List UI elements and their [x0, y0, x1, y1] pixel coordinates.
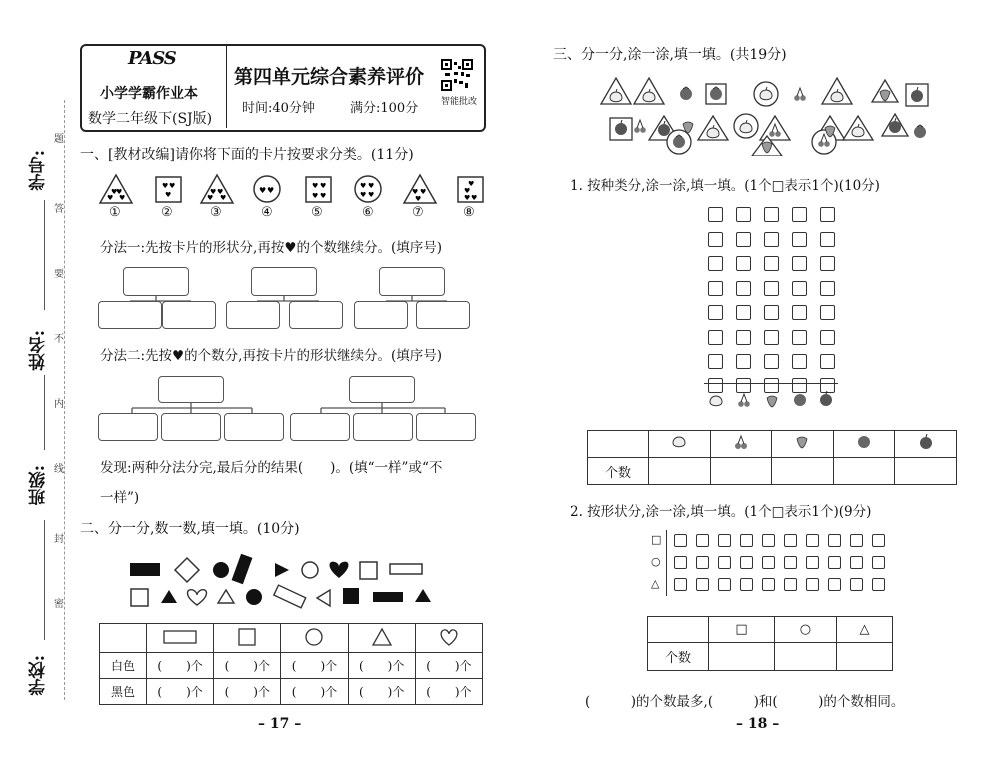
coloring-square[interactable]	[708, 354, 723, 369]
coloring-square[interactable]	[696, 556, 709, 569]
svg-text:♥: ♥	[169, 182, 176, 190]
answer-cell[interactable]: ( )个	[348, 679, 415, 705]
student-id-line[interactable]	[44, 200, 45, 310]
method-1-top-box[interactable]	[379, 267, 445, 296]
coloring-square[interactable]	[820, 354, 835, 369]
black-rectangle	[373, 592, 403, 602]
school-label: 学校:	[29, 655, 49, 696]
method-2-answer-box[interactable]	[416, 413, 476, 441]
col-square: □	[709, 617, 775, 643]
finding-text: 发现:两种分法分完,最后分的结果( )。(填“一样”或“不	[100, 460, 443, 476]
col-triangle	[348, 624, 415, 653]
answer-cell[interactable]: ( )个	[415, 679, 482, 705]
white-rectangle	[390, 564, 422, 574]
triangle-icon	[373, 629, 391, 645]
svg-text:♥: ♥	[312, 182, 319, 190]
square-icon	[239, 629, 255, 645]
method-2-answer-box[interactable]	[98, 413, 158, 441]
answer-cell[interactable]	[772, 458, 834, 485]
white-square	[360, 562, 377, 579]
coloring-square[interactable]	[792, 354, 807, 369]
coloring-square[interactable]	[806, 534, 819, 547]
card-8-square-icon	[458, 177, 483, 202]
white-circle	[302, 562, 318, 578]
coloring-square[interactable]	[718, 578, 731, 591]
col-tomato	[833, 431, 895, 458]
svg-text:♥: ♥	[320, 182, 327, 190]
coloring-square[interactable]	[764, 256, 779, 271]
card-label: ③	[210, 205, 222, 220]
card-7-triangle-icon	[404, 175, 436, 203]
svg-text:♥: ♥	[217, 188, 224, 196]
black-square	[343, 588, 359, 604]
heart-icon	[441, 629, 457, 644]
coloring-square[interactable]	[736, 281, 751, 296]
table-corner	[648, 617, 709, 643]
shape-count-table	[647, 616, 893, 671]
method-1-top-box[interactable]	[123, 267, 189, 296]
peach-icon	[673, 437, 685, 447]
coloring-square[interactable]	[718, 534, 731, 547]
method-1-top-box[interactable]	[251, 267, 317, 296]
series-name: 小学学霸作业本	[100, 86, 198, 102]
col-circle	[281, 624, 348, 653]
section-1-tag: [教材改编]	[108, 147, 175, 163]
shape-grid-label: ○	[651, 555, 661, 568]
method-1-answer-box[interactable]	[162, 301, 216, 329]
card-label: ②	[161, 205, 173, 220]
svg-text:♥: ♥	[420, 188, 427, 196]
svg-text:♥: ♥	[464, 194, 471, 202]
method-1-answer-box[interactable]	[416, 301, 470, 329]
svg-text:♥: ♥	[207, 194, 214, 202]
answer-cell[interactable]	[836, 643, 892, 671]
coloring-square[interactable]	[674, 578, 687, 591]
method-2-top-box[interactable]	[349, 376, 415, 403]
coloring-square[interactable]	[820, 305, 835, 320]
col-circle: ○	[775, 617, 837, 643]
card-1-triangle-icon	[100, 175, 132, 203]
coloring-square[interactable]	[850, 534, 863, 547]
card-label: ⑧	[463, 205, 475, 220]
black-circle	[246, 589, 262, 605]
answer-cell[interactable]	[775, 643, 837, 671]
coloring-square[interactable]	[872, 556, 885, 569]
black-rectangle	[130, 563, 160, 576]
method-1-answer-box[interactable]	[98, 301, 162, 329]
coloring-square[interactable]	[764, 207, 779, 222]
coloring-square[interactable]	[784, 556, 797, 569]
method-2-text: 分法二:先按♥的个数分,再按卡片的形状继续分。(填序号)	[100, 348, 442, 364]
coloring-square[interactable]	[708, 330, 723, 345]
coloring-square[interactable]	[708, 305, 723, 320]
svg-text:♥: ♥	[119, 194, 126, 202]
svg-text:♥: ♥	[468, 180, 475, 188]
table-corner	[588, 431, 649, 458]
card-label: ④	[261, 205, 273, 220]
svg-text:♥: ♥	[111, 188, 118, 196]
answer-cell[interactable]: ( )个	[214, 653, 281, 679]
section-2-table	[99, 623, 483, 705]
answer-cell[interactable]	[649, 458, 711, 485]
header-divider	[226, 46, 227, 128]
coloring-square[interactable]	[792, 281, 807, 296]
svg-text:♥: ♥	[412, 188, 419, 196]
coloring-square[interactable]	[792, 207, 807, 222]
section-2-title: 二、分一分,数一数,填一填。(10分)	[80, 521, 300, 537]
seal-char: 答	[54, 204, 64, 215]
card-3-triangle-icon	[201, 175, 233, 203]
svg-text:♥: ♥	[368, 182, 375, 190]
apple-icon	[820, 391, 832, 406]
coloring-square[interactable]	[820, 281, 835, 296]
coloring-square[interactable]	[792, 232, 807, 247]
seal-char: 要	[54, 269, 64, 280]
shapes-cluster	[125, 545, 445, 615]
coloring-square[interactable]	[718, 556, 731, 569]
answer-cell[interactable]: ( )个	[281, 679, 348, 705]
coloring-square[interactable]	[736, 305, 751, 320]
col-square	[214, 624, 281, 653]
coloring-square[interactable]	[764, 281, 779, 296]
coloring-square[interactable]	[828, 556, 841, 569]
card-5-square-icon	[306, 177, 331, 202]
book-name: 数学二年级下(SJ版)	[88, 111, 213, 127]
method-2-top-box[interactable]	[158, 376, 224, 403]
seal-char: 不	[54, 334, 64, 345]
section-3-title: 三、分一分,涂一涂,填一填。(共19分)	[553, 47, 787, 63]
method-2-answer-box[interactable]	[353, 413, 413, 441]
coloring-square[interactable]	[674, 534, 687, 547]
coloring-square[interactable]	[736, 256, 751, 271]
coloring-square[interactable]	[762, 556, 775, 569]
section-1-number: 一、	[80, 147, 108, 163]
answer-cell[interactable]	[895, 458, 957, 485]
col-apple	[895, 431, 957, 458]
white-triangle	[317, 590, 330, 606]
seal-char: 封	[54, 534, 64, 545]
coloring-square[interactable]	[708, 207, 723, 222]
method-1-answer-box[interactable]	[226, 301, 280, 329]
seal-char: 内	[54, 399, 64, 410]
fruit-grid-baseline	[704, 383, 838, 384]
answer-cell[interactable]: ( )个	[147, 679, 214, 705]
svg-text:♥: ♥	[210, 188, 217, 196]
class-label: 班级:	[29, 465, 49, 506]
col-triangle: △	[836, 617, 892, 643]
card-4-circle-icon	[254, 176, 280, 202]
class-line[interactable]	[44, 520, 45, 640]
seal-char: 密	[54, 599, 64, 610]
method-2-answer-box[interactable]	[224, 413, 284, 441]
white-diamond	[175, 558, 199, 582]
name-label: 姓名:	[29, 330, 49, 371]
qr-caption: 智能批改	[441, 97, 478, 107]
col-rectangle	[147, 624, 214, 653]
card-label: ⑦	[412, 205, 424, 220]
page-title: 第四单元综合素养评价	[234, 66, 425, 88]
section-1-title	[80, 144, 414, 164]
coloring-square[interactable]	[764, 232, 779, 247]
coloring-square[interactable]	[784, 578, 797, 591]
svg-text:♥: ♥	[165, 191, 172, 199]
fruit-cluster	[600, 74, 935, 156]
shape-grid-label: △	[651, 577, 660, 590]
coloring-square[interactable]	[740, 556, 753, 569]
seal-char: 题	[54, 134, 64, 145]
tomato-icon	[794, 394, 806, 406]
coloring-square[interactable]	[806, 578, 819, 591]
coloring-square[interactable]	[792, 256, 807, 271]
coloring-square[interactable]	[708, 256, 723, 271]
coloring-square[interactable]	[872, 578, 885, 591]
seal-char: 线	[54, 464, 64, 475]
card-label: ⑥	[362, 205, 374, 220]
black-triangle	[161, 590, 177, 603]
card-6-circle-icon	[355, 176, 381, 202]
qr-code-icon[interactable]	[441, 59, 473, 91]
coloring-square[interactable]	[736, 330, 751, 345]
coloring-square[interactable]	[764, 305, 779, 320]
seal-dashed-line	[64, 100, 65, 700]
rectangle-icon	[164, 631, 196, 643]
svg-text:♥: ♥	[312, 192, 319, 200]
answer-cell[interactable]	[710, 458, 772, 485]
time-limit: 时间:40分钟	[242, 101, 315, 116]
coloring-square[interactable]	[764, 354, 779, 369]
count-row-label: 个数	[588, 458, 649, 485]
black-triangle	[275, 563, 289, 577]
coloring-square[interactable]	[740, 534, 753, 547]
answer-cell[interactable]	[709, 643, 775, 671]
question-1-text: 1. 按种类分,涂一涂,填一填。(1个□表示1个)(10分)	[570, 178, 880, 194]
fruit-count-table	[587, 430, 957, 485]
method-1-answer-box[interactable]	[354, 301, 408, 329]
shape-grid-axis	[666, 530, 667, 596]
card-2-square-icon	[156, 177, 181, 202]
coloring-square[interactable]	[784, 534, 797, 547]
strawberry-icon	[767, 396, 777, 407]
col-cherry	[710, 431, 772, 458]
white-heart	[188, 590, 207, 605]
coloring-square[interactable]	[708, 232, 723, 247]
svg-text:♥: ♥	[320, 192, 327, 200]
card-label: ⑤	[311, 205, 323, 220]
col-peach	[649, 431, 711, 458]
svg-text:♥: ♥	[220, 194, 227, 202]
method-2-answer-box[interactable]	[161, 413, 221, 441]
name-line[interactable]	[44, 375, 45, 450]
finding-text-cont: 一样”)	[100, 490, 140, 506]
coloring-square[interactable]	[740, 578, 753, 591]
svg-text:♥: ♥	[368, 191, 375, 199]
count-row-label: 个数	[648, 643, 709, 671]
coloring-square[interactable]	[850, 578, 863, 591]
coloring-square[interactable]	[792, 305, 807, 320]
coloring-square[interactable]	[828, 578, 841, 591]
answer-cell[interactable]: ( )个	[214, 679, 281, 705]
row-white-label: 白色	[100, 653, 147, 679]
svg-text:♥: ♥	[360, 182, 367, 190]
full-score: 满分:100分	[350, 101, 419, 116]
method-1-text: 分法一:先按卡片的形状分,再按♥的个数继续分。(填序号)	[100, 240, 442, 256]
coloring-square[interactable]	[736, 354, 751, 369]
fruit-grid-labels	[700, 390, 840, 410]
coloring-square[interactable]	[872, 534, 885, 547]
coloring-square[interactable]	[764, 330, 779, 345]
circle-icon	[306, 629, 322, 645]
shape-coloring-grid[interactable]	[674, 530, 894, 596]
coloring-square[interactable]	[708, 281, 723, 296]
svg-text:♥: ♥	[267, 186, 275, 195]
svg-text:♥: ♥	[360, 191, 367, 199]
coloring-square[interactable]	[762, 534, 775, 547]
white-rectangle	[274, 585, 306, 608]
coloring-square[interactable]	[820, 207, 835, 222]
coloring-square[interactable]	[736, 207, 751, 222]
answer-cell[interactable]: ( )个	[415, 653, 482, 679]
coloring-square[interactable]	[806, 556, 819, 569]
white-square	[131, 589, 148, 606]
method-1-answer-box[interactable]	[289, 301, 343, 329]
coloring-square[interactable]	[820, 330, 835, 345]
svg-text:♥: ♥	[162, 182, 169, 190]
answer-cell[interactable]	[833, 458, 895, 485]
fruit-coloring-grid[interactable]	[700, 205, 840, 385]
coloring-square[interactable]	[828, 534, 841, 547]
svg-text:♥: ♥	[415, 195, 422, 203]
cherry-icon	[738, 394, 750, 407]
shape-grid-label: □	[651, 533, 662, 546]
svg-text:♥: ♥	[116, 188, 123, 196]
card-row	[96, 172, 496, 206]
coloring-square[interactable]	[696, 534, 709, 547]
black-triangle	[415, 589, 431, 602]
question-2-text: 2. 按形状分,涂一涂,填一填。(1个□表示1个)(9分)	[570, 504, 872, 520]
table-corner	[100, 624, 147, 653]
coloring-square[interactable]	[736, 232, 751, 247]
peach-icon	[710, 396, 722, 406]
brand-logo: PASS	[128, 48, 176, 69]
student-id-label: 学号:	[29, 150, 49, 191]
coloring-square[interactable]	[850, 556, 863, 569]
black-circle	[213, 562, 229, 578]
coloring-square[interactable]	[792, 330, 807, 345]
svg-text:♥: ♥	[107, 194, 114, 202]
row-black-label: 黑色	[100, 679, 147, 705]
col-heart	[415, 624, 482, 653]
coloring-square[interactable]	[762, 578, 775, 591]
svg-text:♥: ♥	[464, 187, 471, 195]
col-strawberry	[772, 431, 834, 458]
page-number-right: – 18 –	[736, 716, 780, 732]
coloring-square[interactable]	[696, 578, 709, 591]
black-rectangle	[232, 554, 253, 584]
coloring-square[interactable]	[820, 232, 835, 247]
answer-cell[interactable]: ( )个	[281, 653, 348, 679]
coloring-square[interactable]	[820, 256, 835, 271]
section-1-text: 请你将下面的卡片按要求分类。(11分)	[174, 147, 414, 163]
final-fill-sentence: ( )的个数最多,( )和( )的个数相同。	[585, 694, 905, 710]
card-label: ①	[109, 205, 121, 220]
page-number-left: – 17 –	[258, 716, 302, 732]
black-heart	[330, 562, 349, 578]
coloring-square[interactable]	[674, 556, 687, 569]
answer-cell[interactable]: ( )个	[348, 653, 415, 679]
method-2-answer-box[interactable]	[290, 413, 350, 441]
svg-text:♥: ♥	[259, 186, 267, 195]
answer-cell[interactable]: ( )个	[147, 653, 214, 679]
svg-text:♥: ♥	[471, 194, 478, 202]
white-triangle	[218, 590, 234, 603]
